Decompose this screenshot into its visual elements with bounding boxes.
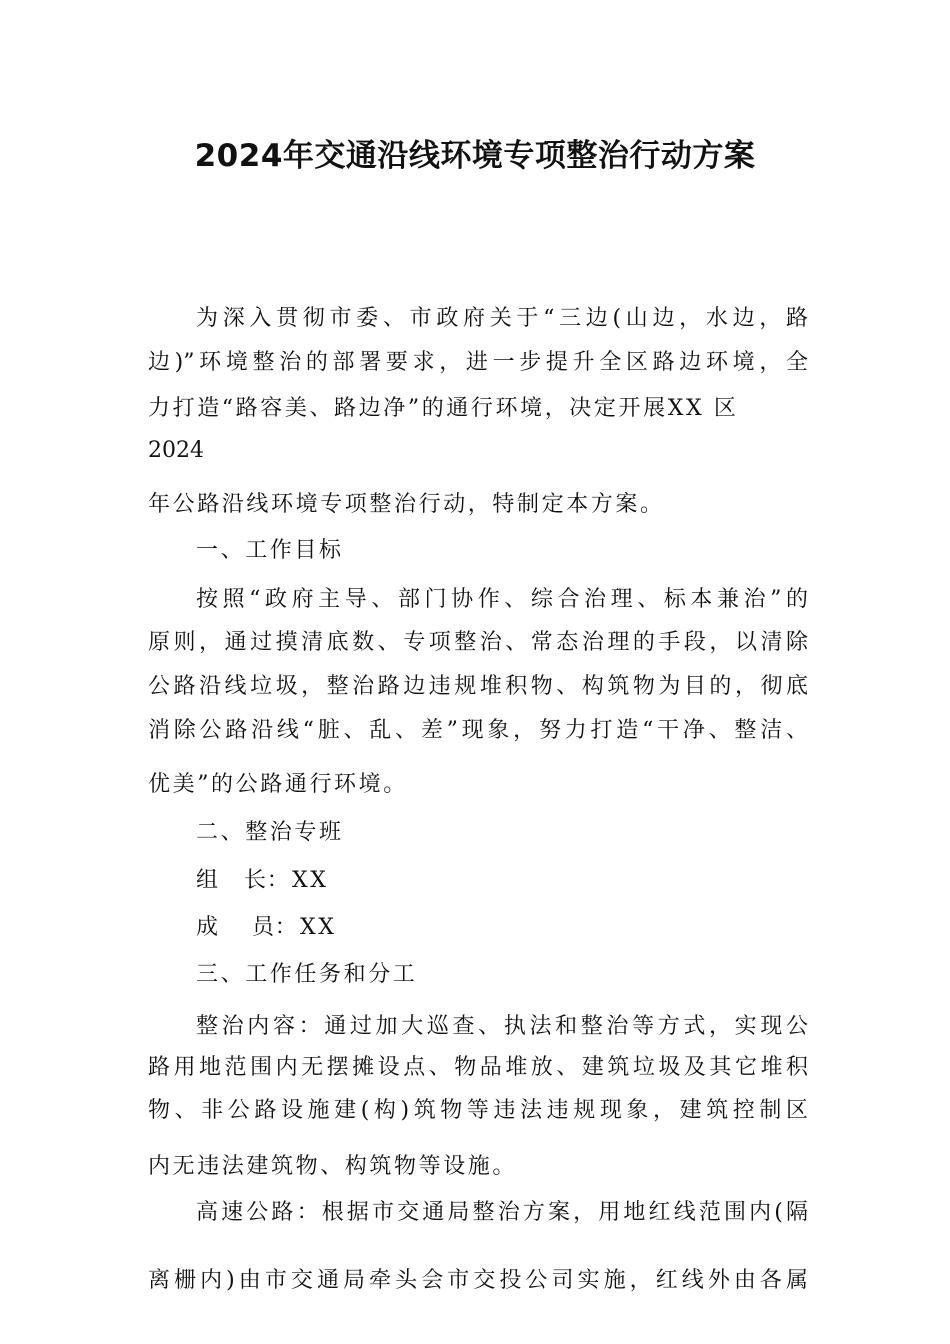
intro-line-1: 为深入贯彻市委、市政府关于“三边(山边，水边，路 <box>196 306 808 331</box>
team-leader-label: 组长 <box>196 868 266 893</box>
document-title: 2024年交通沿线环境专项整治行动方案 <box>194 138 756 174</box>
tasks-line-4: 内无违法建筑物、构筑物等设施。 <box>148 1154 518 1179</box>
team-member-colon: ： <box>274 915 300 940</box>
goals-line-5: 优美”的公路通行环境。 <box>148 772 408 797</box>
team-member-row <box>196 913 856 943</box>
tasks-line-1: 整治内容：通过加大巡查、执法和整治等方式，实现公 <box>196 1014 808 1039</box>
intro-line-3: 力打造“路容美、路边净”的通行环境，决定开展XX 区 <box>148 396 739 421</box>
intro-line-4: 2024 <box>148 438 204 463</box>
goals-line-4: 消除公路沿线“脏、乱、差”现象，努力打造“干净、整洁、 <box>148 718 808 743</box>
team-member-label: 成员 <box>196 915 274 940</box>
goals-line-1: 按照“政府主导、部门协作、综合治理、标本兼治”的 <box>196 587 808 612</box>
tasks-line-3: 物、非公路设施建(构)筑物等违法违规现象，建筑控制区 <box>148 1098 808 1123</box>
tasks-line-2: 路用地范围内无摆摊设点、物品堆放、建筑垃圾及其它堆积 <box>148 1055 808 1080</box>
intro-line-2: 边)”环境整治的部署要求，进一步提升全区路边环境，全 <box>148 350 808 375</box>
section-heading-tasks: 三、工作任务和分工 <box>196 962 418 987</box>
goals-line-3: 公路沿线垃圾，整治路边违规堆积物、构筑物为目的，彻底 <box>148 674 808 699</box>
team-leader-value: XX <box>292 868 329 893</box>
team-member-value: XX <box>300 915 337 940</box>
highway-line-1: 高速公路：根据市交通局整治方案，用地红线范围内(隔 <box>196 1200 808 1225</box>
team-leader-row <box>196 866 856 896</box>
intro-line-5: 年公路沿线环境专项整治行动，特制定本方案。 <box>148 492 665 517</box>
section-heading-team: 二、整治专班 <box>196 820 344 845</box>
section-heading-goals: 一、工作目标 <box>196 538 344 563</box>
team-leader-colon: ： <box>266 868 292 893</box>
goals-line-2: 原则，通过摸清底数、专项整治、常态治理的手段，以清除 <box>148 630 808 655</box>
highway-line-2: 离栅内)由市交通局牵头会市交投公司实施，红线外由各属 <box>148 1268 808 1293</box>
